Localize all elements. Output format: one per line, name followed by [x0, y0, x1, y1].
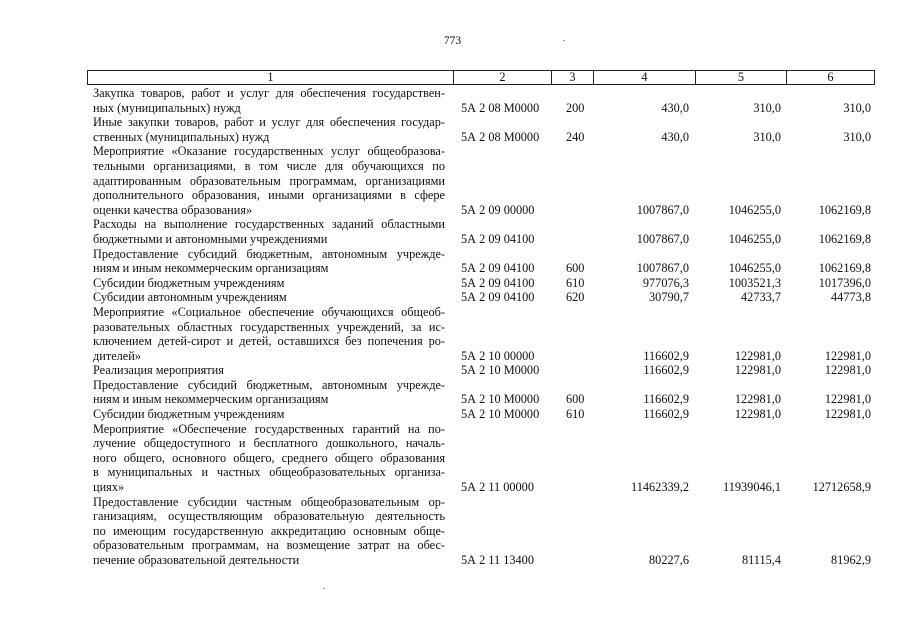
cell-col-5: 1046255,0 — [728, 202, 781, 217]
cell-expense-type: 200 — [566, 100, 585, 115]
cell-col-4: 116602,9 — [643, 407, 689, 422]
cell-col-6: 122981,0 — [824, 407, 871, 422]
cell-col-5: 122981,0 — [734, 348, 781, 363]
table-row — [0, 378, 905, 407]
table-row — [0, 276, 905, 291]
header-col-1: 1 — [267, 70, 274, 84]
row-description — [93, 290, 445, 305]
row-description — [93, 144, 445, 217]
cell-col-5: 81115,4 — [741, 553, 781, 567]
description-line: ниям и иным некоммерческим организациям — [93, 261, 329, 276]
cell-code: 5А 2 08 М0000 — [461, 129, 540, 144]
table-row — [0, 363, 905, 378]
cell-code: 5А 2 10 00000 — [461, 348, 535, 363]
cell-code: 5А 2 11 00000 — [461, 480, 534, 495]
description-line: печение образовательной деятельности — [93, 553, 300, 567]
header-col-6: 6 — [827, 70, 834, 84]
cell-col-4: 1007867,0 — [636, 202, 689, 217]
description-line: ного общего, основного общего, среднего общего образования — [93, 450, 445, 465]
row-description — [93, 305, 445, 363]
cell-col-4: 116602,9 — [643, 363, 689, 378]
description-line: Мероприятие «Обеспечение государственных гарантий на по- — [93, 421, 445, 436]
row-description — [93, 495, 445, 568]
description-line: ственных (муниципальных) нужд — [93, 129, 270, 144]
description-line: Субсидии бюджетным учреждениям — [93, 407, 285, 422]
cell-col-6: 122981,0 — [824, 392, 871, 407]
cell-col-4: 430,0 — [661, 129, 689, 144]
cell-expense-type: 620 — [566, 290, 585, 305]
table-row — [0, 407, 905, 422]
cell-col-4: 30790,7 — [649, 290, 689, 305]
description-line: ниям и иным некоммерческим организациям — [93, 392, 329, 407]
cell-col-4: 977076,3 — [642, 275, 689, 290]
cell-code: 5А 2 08 М0000 — [461, 100, 540, 115]
description-line: Мероприятие «Оказание государственных услуг общеобразова- — [93, 144, 445, 159]
table-row — [0, 86, 905, 115]
table-row — [0, 305, 905, 363]
description-line: Предоставление субсидий бюджетным, автономным учрежде- — [93, 377, 445, 392]
cell-col-6: 122981,0 — [824, 363, 871, 378]
cell-col-5: 1046255,0 — [728, 231, 781, 246]
table-row — [0, 290, 905, 305]
page-number: 773 — [443, 35, 462, 47]
cell-code: 5А 2 09 04100 — [461, 231, 535, 246]
description-line: тельными организациями, в том числе для обучающихся по — [93, 158, 445, 173]
cell-col-4: 80227,6 — [649, 553, 689, 567]
scan-speck — [563, 40, 565, 41]
cell-code: 5А 2 09 00000 — [461, 202, 535, 217]
description-line: Субсидии автономным учреждениям — [93, 290, 287, 305]
description-line: Реализация мероприятия — [93, 363, 224, 378]
cell-code: 5А 2 09 04100 — [461, 261, 535, 276]
description-line: Предоставление субсидии частным общеобразовательным ор- — [93, 494, 445, 509]
cell-expense-type: 610 — [566, 275, 585, 290]
description-line: по имеющим государственную аккредитацию основным обще- — [93, 523, 445, 538]
cell-col-4: 1007867,0 — [636, 231, 689, 246]
cell-col-5: 1046255,0 — [728, 261, 781, 276]
table-row — [0, 422, 905, 495]
table-header — [87, 70, 875, 85]
row-description — [93, 378, 445, 407]
cell-col-4: 1007867,0 — [636, 261, 689, 276]
row-description — [93, 407, 445, 422]
table-row — [0, 247, 905, 276]
description-line: образовательным программам, на возмещение затрат на обес- — [93, 538, 445, 553]
table-body — [0, 86, 905, 568]
description-line: ганизациям, осуществляющим образовательную деятельность — [93, 509, 445, 524]
description-line: Мероприятие «Социальное обеспечение обучающихся общеоб- — [93, 304, 445, 319]
row-description — [93, 422, 445, 495]
cell-code: 5А 2 09 04100 — [461, 275, 535, 290]
cell-code: 5А 2 10 М0000 — [461, 363, 540, 378]
cell-col-6: 81962,9 — [831, 553, 871, 567]
cell-col-5: 42733,7 — [741, 290, 781, 305]
description-line: оценки качества образования» — [93, 202, 253, 217]
cell-code: 5А 2 11 13400 — [461, 553, 534, 567]
cell-col-6: 1062169,8 — [818, 231, 871, 246]
description-line: адаптированным образовательным программам, организациями — [93, 173, 445, 188]
cell-col-5: 310,0 — [753, 100, 781, 115]
description-line: разовательных областных государственных учреждений, за ис- — [93, 319, 445, 334]
row-description — [93, 247, 445, 276]
description-line: Иные закупки товаров, работ и услуг для обеспечения государ- — [93, 115, 445, 130]
row-description — [93, 276, 445, 291]
header-col-3: 3 — [569, 70, 576, 84]
description-line: ключением детей-сирот и детей, оставшихся без попечения ро- — [93, 334, 445, 349]
cell-col-5: 122981,0 — [734, 363, 781, 378]
description-line: Расходы на выполнение государственных заданий областными — [93, 217, 445, 232]
description-line: дополнительного образования, иными организациями в сфере — [93, 188, 445, 203]
table-row — [0, 144, 905, 217]
scan-speck — [323, 588, 325, 589]
table-row — [0, 217, 905, 246]
header-col-5: 5 — [737, 70, 745, 84]
cell-expense-type: 240 — [566, 129, 585, 144]
cell-expense-type: 600 — [566, 392, 585, 407]
cell-code: 5А 2 10 М0000 — [461, 392, 540, 407]
description-line: бюджетными и автономными учреждениями — [93, 231, 328, 246]
cell-expense-type: 600 — [566, 261, 585, 276]
description-line: лучение общедоступного и бесплатного дошкольного, началь- — [93, 436, 445, 451]
cell-col-6: 12712658,9 — [812, 480, 871, 495]
header-col-2: 2 — [499, 70, 506, 84]
row-description — [93, 86, 445, 115]
cell-col-6: 122981,0 — [824, 348, 871, 363]
cell-col-6: 1017396,0 — [818, 275, 871, 290]
row-description — [93, 363, 445, 378]
cell-code: 5А 2 09 04100 — [461, 290, 535, 305]
cell-col-5: 11939046,1 — [723, 480, 781, 495]
cell-col-4: 430,0 — [661, 100, 689, 115]
header-col-4: 4 — [641, 70, 648, 84]
cell-col-6: 44773,8 — [831, 290, 871, 305]
cell-code: 5А 2 10 М0000 — [461, 407, 540, 422]
cell-col-5: 1003521,3 — [728, 275, 781, 290]
cell-col-6: 1062169,8 — [818, 202, 871, 217]
description-line: ных (муниципальных) нужд — [93, 100, 241, 115]
cell-col-6: 1062169,8 — [818, 261, 871, 276]
description-line: Предоставление субсидий бюджетным, автономным учрежде- — [93, 246, 445, 261]
table-row — [0, 495, 905, 568]
row-description — [93, 217, 445, 246]
cell-col-5: 122981,0 — [734, 392, 781, 407]
table-row — [0, 115, 905, 144]
description-line: циях» — [93, 480, 125, 495]
cell-col-6: 310,0 — [843, 129, 871, 144]
cell-expense-type: 610 — [566, 407, 585, 422]
cell-col-4: 116602,9 — [643, 348, 689, 363]
cell-col-6: 310,0 — [843, 100, 871, 115]
cell-col-5: 310,0 — [753, 129, 781, 144]
description-line: Субсидии бюджетным учреждениям — [93, 275, 285, 290]
cell-col-4: 11462339,2 — [631, 480, 689, 495]
description-line: в муниципальных и частных общеобразовательных организа- — [93, 465, 445, 480]
cell-col-4: 116602,9 — [643, 392, 689, 407]
description-line: дителей» — [93, 348, 141, 363]
row-description — [93, 115, 445, 144]
cell-col-5: 122981,0 — [734, 407, 781, 422]
description-line: Закупка товаров, работ и услуг для обеспечения государствен- — [93, 86, 445, 100]
